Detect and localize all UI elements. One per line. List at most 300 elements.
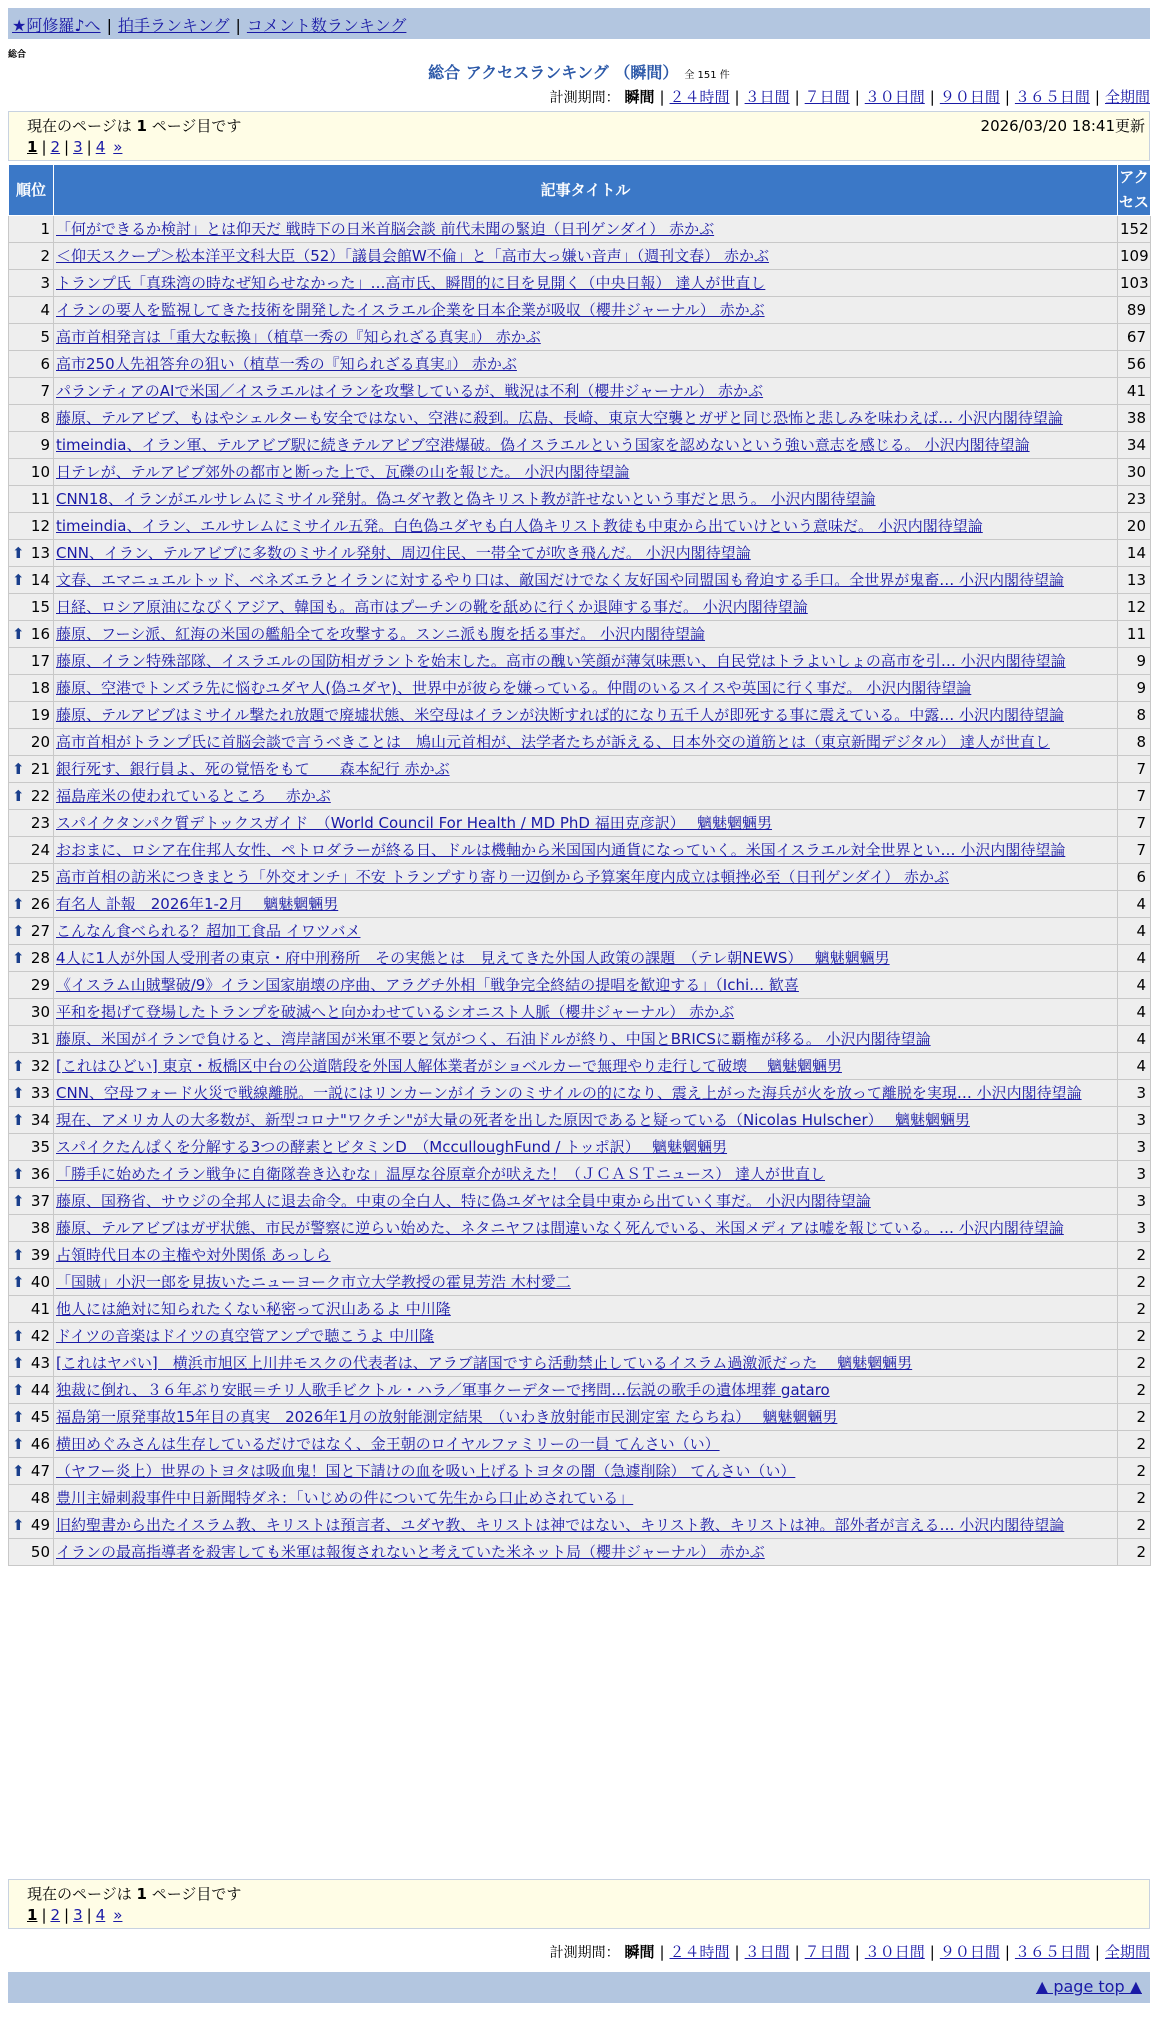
up-arrow-icon: ⬆ [12, 1408, 25, 1426]
home-link[interactable]: ★阿修羅♪へ [12, 16, 101, 35]
title-cell [54, 702, 1118, 729]
page-link-3[interactable]: 3 [73, 1906, 83, 1924]
rank-cell [9, 216, 54, 243]
title-cell [54, 756, 1118, 783]
article-title-link[interactable]: 藤原、イラン特殊部隊、イスラエルの国防相ガラントを始末した。高市の醜い笑顔が薄気味悪い、自民党はトラよいしょの高市を引… 小沢内閣待望論 [56, 652, 1066, 670]
rank-number: 30 [30, 1003, 50, 1021]
article-title-link[interactable]: スパイクタンパク質デトックスガイド （World Council For Health / MD PhD 福田克彦訳） 魑魅魍魎男 [56, 814, 773, 832]
table-row [9, 1296, 1151, 1323]
rank-cell [9, 891, 54, 918]
page-title-text: 総合 アクセスランキング （瞬間） [428, 63, 679, 82]
current-page-text [27, 115, 241, 136]
period-365d-link[interactable]: ３６５日間 [1014, 88, 1090, 106]
rank-number: 8 [40, 409, 50, 427]
up-arrow-icon: ⬆ [12, 1381, 25, 1399]
access-count-cell: 4 [1118, 999, 1151, 1026]
rank-cell [9, 918, 54, 945]
table-row [9, 999, 1151, 1026]
title-cell [54, 1215, 1118, 1242]
article-title-link[interactable]: timeindia、イラン、エルサレムにミサイル五発。白色偽ユダヤも白人偽キリスト教徒も中東から出ていけという意味だ。 小沢内閣待望論 [56, 517, 983, 535]
title-cell [54, 297, 1118, 324]
period-3d-link[interactable]: ３日間 [744, 88, 790, 106]
title-cell [54, 864, 1118, 891]
article-title-link[interactable]: 独裁に倒れ、３６年ぶり安眠＝チリ人歌手ビクトル・ハラ／軍事クーデターで拷問…伝説の歌手の遺体埋葬 gataro [56, 1381, 830, 1399]
page-title [0, 60, 1158, 83]
rank-number: 17 [30, 652, 50, 670]
period-3d-link[interactable]: ３日間 [744, 1943, 790, 1961]
page-link-4[interactable]: 4 [95, 1906, 106, 1924]
period-all-link[interactable]: 全期間 [1104, 1943, 1150, 1961]
title-cell [54, 1161, 1118, 1188]
access-count-cell: 12 [1118, 594, 1151, 621]
rank-number: 27 [30, 922, 50, 940]
access-count-cell: 4 [1118, 891, 1151, 918]
up-arrow-icon: ⬆ [12, 922, 25, 940]
page-link-4[interactable]: 4 [95, 138, 106, 156]
rank-cell [9, 729, 54, 756]
title-cell [54, 1296, 1118, 1323]
title-cell [54, 1080, 1118, 1107]
article-title-link[interactable]: 藤原、フーシ派、紅海の米国の艦船全てを攻撃する。スンニ派も腹を括る事だ。 小沢内閣待望論 [56, 625, 706, 643]
page-info-box-bottom [8, 1879, 1150, 1929]
access-count-cell: 23 [1118, 486, 1151, 513]
rank-number: 25 [30, 868, 50, 886]
period-all-link[interactable]: 全期間 [1104, 88, 1150, 106]
article-title-link[interactable]: 日経、ロシア原油になびくアジア、韓国も。高市はプーチンの靴を舐めに行くか退陣する事だ。 小沢内閣待望論 [56, 598, 808, 616]
rank-cell [9, 1350, 54, 1377]
rank-number: 16 [30, 625, 50, 643]
page-top-link[interactable]: ▲ page top ▲ [1035, 1977, 1142, 1996]
rank-number: 26 [30, 895, 50, 913]
current-page-suffix: ページ目です [151, 117, 242, 135]
rank-number: 35 [30, 1138, 50, 1156]
article-title-link[interactable]: イランの要人を監視してきた技術を開発したイスラエル企業を日本企業が吸収（櫻井ジャーナル） 赤かぶ [56, 301, 765, 319]
up-arrow-icon: ⬆ [12, 787, 25, 805]
table-row [9, 1053, 1151, 1080]
page-link-3[interactable]: 3 [73, 138, 83, 156]
access-count-cell: 56 [1118, 351, 1151, 378]
rank-cell [9, 675, 54, 702]
article-title-link[interactable]: CNN18、イランがエルサレムにミサイル発射。偽ユダヤ教と偽キリスト教が許せないという事だと思う。 小沢内閣待望論 [56, 490, 876, 508]
up-arrow-icon: ⬆ [12, 949, 25, 967]
title-cell [54, 1107, 1118, 1134]
title-cell [54, 1188, 1118, 1215]
up-arrow-icon: ⬆ [12, 1111, 25, 1129]
rank-cell [9, 243, 54, 270]
up-arrow-icon: ⬆ [12, 1435, 25, 1453]
rank-cell [9, 810, 54, 837]
title-cell [54, 351, 1118, 378]
rank-number: 20 [30, 733, 50, 751]
rank-number: 18 [30, 679, 50, 697]
period-30d-link[interactable]: ３０日間 [864, 1943, 925, 1961]
updated-timestamp: 2026/03/20 18:41更新 [980, 117, 1145, 135]
up-arrow-icon: ⬆ [12, 625, 25, 643]
rank-number: 31 [30, 1030, 50, 1048]
access-count-cell: 2 [1118, 1539, 1151, 1566]
title-cell [54, 918, 1118, 945]
table-row [9, 1080, 1151, 1107]
period-7d-link[interactable]: ７日間 [804, 88, 850, 106]
page-info-box [8, 111, 1150, 161]
up-arrow-icon: ⬆ [12, 895, 25, 913]
ranking-table-body [9, 216, 1151, 1566]
article-title-link[interactable]: 高市250人先祖答弁の狙い（植草一秀の『知られざる真実』） 赤かぶ [56, 355, 517, 373]
rank-cell [9, 972, 54, 999]
table-row [9, 1242, 1151, 1269]
rank-number: 50 [30, 1543, 50, 1561]
access-count-cell: 4 [1118, 918, 1151, 945]
article-title-link[interactable]: 藤原、テルアビブはミサイル撃たれ放題で廃墟状態、米空母はイランが決断すれば的になり五千人が即死する事に震えている。中露… 小沢内閣待望論 [56, 706, 1064, 724]
up-arrow-icon: ⬆ [12, 1084, 25, 1102]
rank-cell [9, 945, 54, 972]
table-row [9, 1134, 1151, 1161]
table-row [9, 594, 1151, 621]
article-title-link[interactable]: おおまに、ロシア在住邦人女性、ペトロダラーが終る日、ドルは機軸から米国国内通貨になっていく。米国イスラエル対全世界とい… 小沢内閣待望論 [56, 841, 1066, 859]
table-row [9, 513, 1151, 540]
title-cell [54, 648, 1118, 675]
rank-number: 45 [30, 1408, 50, 1426]
title-cell [54, 459, 1118, 486]
rank-cell [9, 1215, 54, 1242]
access-count-cell: 109 [1118, 243, 1151, 270]
title-cell [54, 216, 1118, 243]
title-cell [54, 1134, 1118, 1161]
table-row [9, 702, 1151, 729]
up-arrow-icon: ⬆ [12, 1057, 25, 1075]
table-row [9, 297, 1151, 324]
article-title-link[interactable]: トランプ氏「真珠湾の時なぜ知らせなかった」…高市氏、瞬間的に目を見開く（中央日報） 達人が世直し [56, 274, 766, 292]
title-cell [54, 1512, 1118, 1539]
rank-cell [9, 1161, 54, 1188]
rank-number: 38 [30, 1219, 50, 1237]
up-arrow-icon: ⬆ [12, 1246, 25, 1264]
period-current: 瞬間 [624, 1943, 655, 1961]
page-link-2[interactable]: 2 [50, 138, 61, 156]
period-label: 計測期間： [549, 90, 620, 106]
current-page-number: 1 [136, 1885, 147, 1903]
article-title-link[interactable]: ＜仰天スクープ＞松本洋平文科大臣（52）「議員会館W不倫」と「高市大っ嫌い音声」（週刊文春） 赤かぶ [56, 247, 769, 265]
article-title-link[interactable]: 平和を掲げて登場したトランプを破滅へと向かわせているシオニスト人脈（櫻井ジャーナル） 赤かぶ [56, 1003, 735, 1021]
title-cell [54, 1026, 1118, 1053]
rank-cell [9, 1107, 54, 1134]
table-row [9, 1350, 1151, 1377]
table-row [9, 648, 1151, 675]
rank-number: 4 [40, 301, 50, 319]
title-cell [54, 1053, 1118, 1080]
pagination: 1 | 2 | 3 | 4 » [27, 138, 123, 156]
article-title-link[interactable]: [これはヤバい] 横浜市旭区上川井モスクの代表者は、アラブ諸国ですら活動禁止しているイスラム過激派だった 魑魅魍魎男 [56, 1354, 913, 1372]
article-title-link[interactable]: CNN、イラン、テルアビブに多数のミサイル発射、周辺住民、一帯全てが吹き飛んだ。 小沢内閣待望論 [56, 544, 751, 562]
total-count: 全 151 件 [684, 70, 730, 81]
period-90d-link[interactable]: ９０日間 [939, 88, 1000, 106]
table-row [9, 459, 1151, 486]
title-cell [54, 378, 1118, 405]
article-title-link[interactable]: 「勝手に始めたイラン戦争に自衛隊巻き込むな」温厚な谷原章介が吠えた！（ＪＣＡＳＴニュース） 達人が世直し [56, 1165, 826, 1183]
rank-cell [9, 567, 54, 594]
article-title-link[interactable]: 旧約聖書から出たイスラム教、キリストは預言者、ユダヤ教、キリストは神ではない、キリスト教、キリストは神。部外者が言える… 小沢内閣待望論 [56, 1516, 1065, 1534]
rank-cell [9, 783, 54, 810]
pagination-bottom: 1 | 2 | 3 | 4 » [27, 1906, 123, 1924]
rank-number: 15 [30, 598, 50, 616]
section-label: 総合 [8, 50, 27, 60]
article-title-link[interactable]: 「何ができるか検討」とは仰天だ 戦時下の日米首脳会談 前代未聞の緊迫（日刊ゲンダイ） 赤かぶ [56, 220, 715, 238]
title-cell [54, 324, 1118, 351]
rank-cell [9, 459, 54, 486]
rank-number: 21 [30, 760, 50, 778]
rank-cell [9, 1485, 54, 1512]
rank-cell [9, 1053, 54, 1080]
period-90d-link[interactable]: ９０日間 [939, 1943, 1000, 1961]
title-cell [54, 1431, 1118, 1458]
article-title-link[interactable]: こんなん食べられる？超加工食品 イワツバメ [56, 922, 361, 940]
title-cell [54, 594, 1118, 621]
article-title-link[interactable]: 有名人 訃報 2026年1-2月 魑魅魍魎男 [56, 895, 339, 913]
table-row [9, 351, 1151, 378]
title-cell [54, 1350, 1118, 1377]
access-count-cell: 2 [1118, 1431, 1151, 1458]
access-count-cell: 3 [1118, 1134, 1151, 1161]
rank-number: 2 [40, 247, 50, 265]
table-row [9, 891, 1151, 918]
page-link-1: 1 [27, 138, 38, 156]
title-cell [54, 891, 1118, 918]
access-count-cell: 7 [1118, 837, 1151, 864]
rank-number: 46 [30, 1435, 50, 1453]
period-24h-link[interactable]: ２４時間 [669, 1943, 730, 1961]
article-title-link[interactable]: （ヤフー炎上）世界のトヨタは吸血鬼！国と下請けの血を吸い上げるトヨタの闇（急遽削除） てんさい（い） [56, 1462, 796, 1480]
access-count-cell: 67 [1118, 324, 1151, 351]
rank-number: 7 [40, 382, 50, 400]
rank-number: 23 [30, 814, 50, 832]
table-row [9, 1458, 1151, 1485]
article-title-link[interactable]: 藤原、テルアビブはガザ状態、市民が警察に逆らい始めた、ネタニヤフは間違いなく死んでいる、米国メディアは嘘を報じている。… 小沢内閣待望論 [56, 1219, 1064, 1237]
access-count-cell: 4 [1118, 1053, 1151, 1080]
rank-number: 34 [30, 1111, 50, 1129]
rank-cell [9, 1026, 54, 1053]
rank-cell [9, 351, 54, 378]
page-link-1: 1 [27, 1906, 38, 1924]
rank-cell [9, 702, 54, 729]
article-title-link[interactable]: 高市首相がトランプ氏に首脳会談で言うべきことは 鳩山元首相が、法学者たちが訴える、日本外交の道筋とは（東京新聞デジタル） 達人が世直し [56, 733, 1050, 751]
table-row [9, 486, 1151, 513]
next-page-link[interactable]: » [113, 138, 123, 156]
rank-cell [9, 540, 54, 567]
access-count-cell: 13 [1118, 567, 1151, 594]
rank-cell [9, 1404, 54, 1431]
table-row [9, 567, 1151, 594]
next-page-link[interactable]: » [113, 1906, 123, 1924]
rank-number: 6 [40, 355, 50, 373]
access-count-cell: 6 [1118, 864, 1151, 891]
rank-cell [9, 594, 54, 621]
article-title-link[interactable]: ドイツの音楽はドイツの真空管アンプで聴こうよ 中川隆 [56, 1327, 435, 1345]
rank-cell [9, 621, 54, 648]
article-title-link[interactable]: 高市首相発言は「重大な転換」（植草一秀の『知られざる真実』） 赤かぶ [56, 328, 541, 346]
current-page-prefix: 現在のページは [27, 1885, 132, 1903]
title-cell [54, 810, 1118, 837]
table-row [9, 1404, 1151, 1431]
table-row [9, 1485, 1151, 1512]
table-row [9, 1377, 1151, 1404]
comment-ranking-link[interactable]: コメント数ランキング [246, 16, 407, 35]
footer-bar [8, 1972, 1150, 2003]
article-title-link[interactable]: 高市首相の訪米につきまとう「外交オンチ」不安 トランプすり寄り一辺倒から予算案年度内成立は頓挫必至（日刊ゲンダイ） 赤かぶ [56, 868, 950, 886]
access-count-cell: 152 [1118, 216, 1151, 243]
up-arrow-icon: ⬆ [12, 1354, 25, 1372]
article-title-link[interactable]: 藤原、米国がイランで負けると、湾岸諸国が米軍不要と気がつく、石油ドルが終り、中国とBRICSに覇権が移る。 小沢内閣待望論 [56, 1030, 931, 1048]
article-title-link[interactable]: 4人に1人が外国人受刑者の東京・府中刑務所 その実態とは 見えてきた外国人政策の課題 （テレ朝NEWS） 魑魅魍魎男 [56, 949, 890, 967]
table-row [9, 216, 1151, 243]
rank-number: 47 [30, 1462, 50, 1480]
table-row [9, 675, 1151, 702]
table-row [9, 540, 1151, 567]
ranking-table [8, 164, 1151, 1566]
up-arrow-icon: ⬆ [12, 1273, 25, 1291]
access-count-cell: 3 [1118, 1188, 1151, 1215]
article-title-link[interactable]: 藤原、空港でトンズラ先に悩むユダヤ人(偽ユダヤ)、世界中が彼らを嫌っている。仲間のいるスイスや英国に行く事だ。 小沢内閣待望論 [56, 679, 972, 697]
rank-cell [9, 837, 54, 864]
period-7d-link[interactable]: ７日間 [804, 1943, 850, 1961]
title-cell [54, 270, 1118, 297]
rank-number: 19 [30, 706, 50, 724]
rank-cell [9, 513, 54, 540]
article-title-link[interactable]: 福島第一原発事故15年目の真実 2026年1月の放射能測定結果 （いわき放射能市民測定室 たらちね） 魑魅魍魎男 [56, 1408, 838, 1426]
title-cell [54, 837, 1118, 864]
title-cell [54, 1269, 1118, 1296]
article-title-link[interactable]: 《イスラム山賊撃破/9》イラン国家崩壊の序曲、アラグチ外相「戦争完全終結の提唱を歓迎する」（Ichi… 歓喜 [56, 976, 799, 994]
table-row [9, 405, 1151, 432]
access-count-cell: 3 [1118, 1080, 1151, 1107]
table-row [9, 729, 1151, 756]
access-count-cell: 2 [1118, 1350, 1151, 1377]
rank-cell [9, 648, 54, 675]
article-title-link[interactable]: CNN、空母フォード火災で戦線離脱。一説にはリンカーンがイランのミサイルの的になり、震え上がった海兵が火を放って離脱を実現… 小沢内閣待望論 [56, 1084, 1082, 1102]
title-cell [54, 567, 1118, 594]
table-row [9, 270, 1151, 297]
title-cell [54, 486, 1118, 513]
rank-number: 1 [40, 220, 50, 238]
rank-number: 40 [30, 1273, 50, 1291]
rank-number: 5 [40, 328, 50, 346]
title-cell [54, 1377, 1118, 1404]
table-row [9, 972, 1151, 999]
up-arrow-icon: ⬆ [12, 760, 25, 778]
rank-number: 10 [30, 463, 50, 481]
access-count-cell: 7 [1118, 783, 1151, 810]
table-row [9, 1161, 1151, 1188]
table-row [9, 945, 1151, 972]
access-count-cell: 7 [1118, 756, 1151, 783]
access-count-cell: 11 [1118, 621, 1151, 648]
rank-number: 14 [30, 571, 50, 589]
table-row [9, 810, 1151, 837]
rank-number: 28 [30, 949, 50, 967]
period-365d-link[interactable]: ３６５日間 [1014, 1943, 1090, 1961]
period-30d-link[interactable]: ３０日間 [864, 88, 925, 106]
article-title-link[interactable]: 藤原、国務省、サウジの全邦人に退去命令。中東の全白人、特に偽ユダヤは全員中東から出ていく事だ。 小沢内閣待望論 [56, 1192, 871, 1210]
current-page-prefix: 現在のページは [27, 117, 132, 135]
rank-number: 36 [30, 1165, 50, 1183]
table-row [9, 1188, 1151, 1215]
rank-number: 49 [30, 1516, 50, 1534]
top-nav-bar [8, 8, 1150, 39]
access-count-cell: 2 [1118, 1269, 1151, 1296]
access-count-cell: 30 [1118, 459, 1151, 486]
up-arrow-icon: ⬆ [12, 1462, 25, 1480]
article-title-link[interactable]: 福島産米の使われているところ 赤かぶ [56, 787, 331, 805]
title-cell [54, 243, 1118, 270]
rank-cell [9, 378, 54, 405]
up-arrow-icon: ⬆ [12, 1516, 25, 1534]
article-title-link[interactable]: パランティアのAIで米国／イスラエルはイランを攻撃しているが、戦況は不利（櫻井ジャーナル） 赤かぶ [56, 382, 764, 400]
page-link-2[interactable]: 2 [50, 1906, 61, 1924]
period-selector: 計測期間： 瞬間 | ２４時間 | ３日間 | ７日間 | ３０日間 | ９０日間 | ３６５日間 | 全期間 [549, 88, 1150, 106]
title-cell [54, 540, 1118, 567]
table-row [9, 1323, 1151, 1350]
article-title-link[interactable]: timeindia、イラン軍、テルアビブ駅に続きテルアビブ空港爆破。偽イスラエルという国家を認めないという強い意志を感じる。 小沢内閣待望論 [56, 436, 1030, 454]
up-arrow-icon: ⬆ [12, 1327, 25, 1345]
access-count-cell: 89 [1118, 297, 1151, 324]
up-arrow-icon: ⬆ [12, 1192, 25, 1210]
access-count-cell: 2 [1118, 1404, 1151, 1431]
article-title-link[interactable]: 現在、アメリカ人の大多数が、新型コロナ"ワクチン"が大量の死者を出した原因であると疑っている（Nicolas Hulscher） 魑魅魍魎男 [56, 1111, 970, 1129]
access-count-cell: 3 [1118, 1215, 1151, 1242]
access-count-cell: 2 [1118, 1485, 1151, 1512]
article-title-link[interactable]: 「国賊」小沢一郎を見抜いたニューヨーク市立大学教授の霍見芳浩 木村愛二 [56, 1273, 571, 1291]
article-title-link[interactable]: 豊川主婦刺殺事件中日新聞特ダネ：「いじめの件について先生から口止めされている」 [56, 1489, 634, 1507]
access-count-cell: 8 [1118, 729, 1151, 756]
title-cell [54, 513, 1118, 540]
article-title-link[interactable]: 日テレが、テルアビブ郊外の都市と断った上で、瓦礫の山を報じた。 小沢内閣待望論 [56, 463, 630, 481]
article-title-link[interactable]: 占領時代日本の主権や対外関係 あっしら [56, 1246, 331, 1264]
article-title-link[interactable]: [これはひどい] 東京・板橋区中台の公道階段を外国人解体業者がショベルカーで無理やり走行して破壊 魑魅魍魎男 [56, 1057, 842, 1075]
article-title-link[interactable]: 藤原、テルアビブ、もはやシェルターも安全ではない、空港に殺到。広島、長崎、東京大空襲とガザと同じ恐怖と悲しみを味わえば… 小沢内閣待望論 [56, 409, 1063, 427]
period-label: 計測期間： [549, 1945, 620, 1961]
rank-cell [9, 756, 54, 783]
current-page-suffix: ページ目です [151, 1885, 242, 1903]
rank-number: 39 [30, 1246, 50, 1264]
article-title-link[interactable]: 横田めぐみさんは生存しているだけではなく、金王朝のロイヤルファミリーの一員 てんさい（い） [56, 1435, 720, 1453]
access-count-cell: 20 [1118, 513, 1151, 540]
article-title-link[interactable]: 銀行死す、銀行員よ、死の覚悟をもて 森本紀行 赤かぶ [56, 760, 450, 778]
article-title-link[interactable]: スパイクたんぱくを分解する3つの酵素とビタミンD （McculloughFund / トッポ訳） 魑魅魍魎男 [56, 1138, 728, 1156]
article-title-link[interactable]: 文春、エマニュエルトッド、ベネズエラとイランに対するやり口は、敵国だけでなく友好国や同盟国も脅迫する手口。全世界が鬼畜… 小沢内閣待望論 [56, 571, 1064, 589]
title-cell [54, 972, 1118, 999]
title-header: 記事タイトル [54, 165, 1118, 216]
article-title-link[interactable]: 他人には絶対に知られたくない秘密って沢山あるよ 中川隆 [56, 1300, 451, 1318]
table-row [9, 432, 1151, 459]
access-count-cell: 2 [1118, 1296, 1151, 1323]
table-row [9, 1026, 1151, 1053]
rank-number: 29 [30, 976, 50, 994]
rank-cell [9, 1080, 54, 1107]
rank-number: 9 [40, 436, 50, 454]
rank-number: 37 [30, 1192, 50, 1210]
article-title-link[interactable]: イランの最高指導者を殺害しても米軍は報復されないと考えていた米ネット局（櫻井ジャーナル） 赤かぶ [56, 1543, 765, 1561]
title-cell [54, 729, 1118, 756]
table-row [9, 1431, 1151, 1458]
title-cell [54, 1404, 1118, 1431]
rank-cell [9, 297, 54, 324]
rank-number: 13 [30, 544, 50, 562]
rank-cell [9, 1269, 54, 1296]
clap-ranking-link[interactable]: 拍手ランキング [117, 16, 230, 35]
up-arrow-icon: ⬆ [12, 571, 25, 589]
period-24h-link[interactable]: ２４時間 [669, 88, 730, 106]
rank-number: 41 [30, 1300, 50, 1318]
table-row [9, 1215, 1151, 1242]
